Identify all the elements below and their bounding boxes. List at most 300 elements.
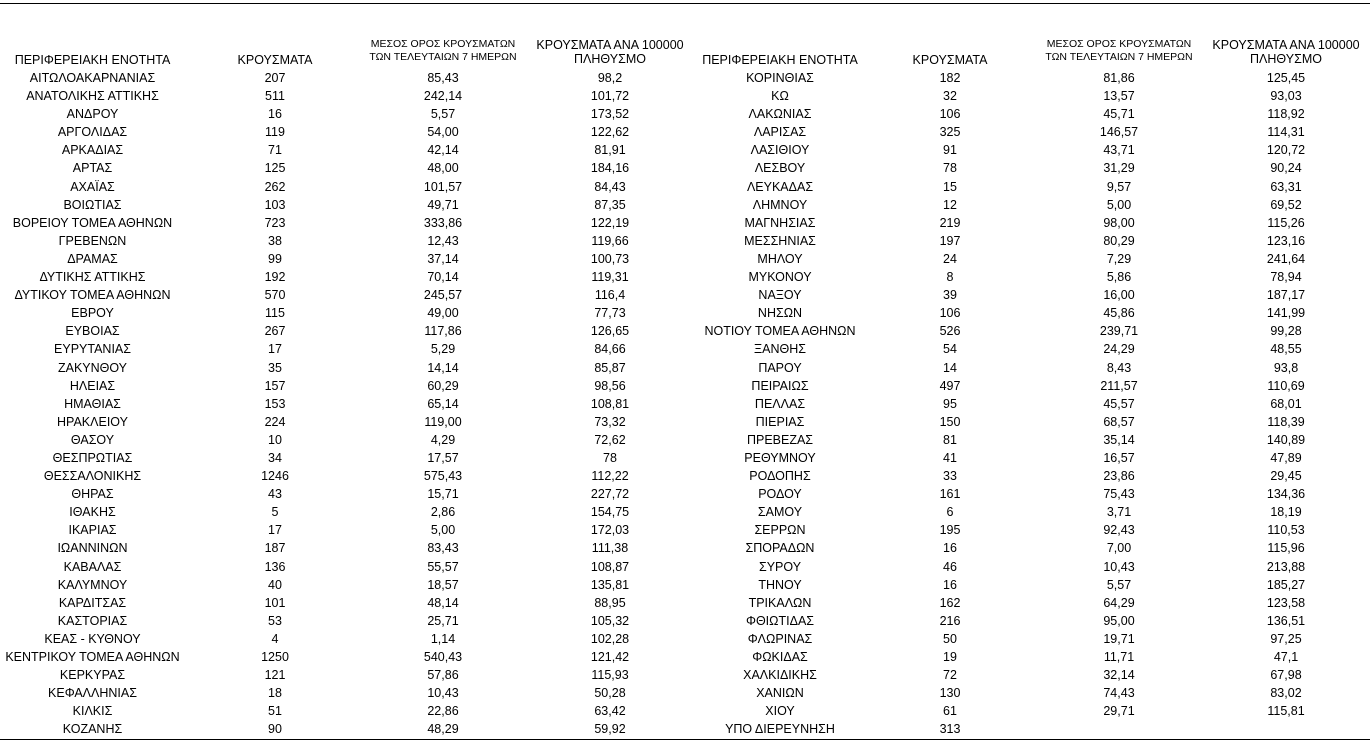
left-region-name: ΚΕΝΤΡΙΚΟΥ ΤΟΜΕΑ ΑΘΗΝΩΝ [5,650,180,664]
right-avg7-value: 3,71 [1106,505,1132,520]
left-per100k-value: 184,16 [590,161,630,176]
right-per100k-value: 115,81 [1267,704,1305,719]
table-row [0,576,1370,594]
right-cases-value: 54 [943,342,957,357]
left-region-name: ΑΝΑΤΟΛΙΚΗΣ ΑΤΤΙΚΗΣ [26,89,159,104]
left-region-name: ΑΧΑΪΑΣ [70,179,115,194]
right-region-name: ΡΟΔΟΠΗΣ [749,469,811,484]
table-row [0,232,1370,250]
table-row [0,521,1370,539]
table-row [0,141,1370,159]
right-cases-value: 106 [939,306,961,321]
right-region-name: ΝΟΤΙΟΥ ΤΟΜΕΑ ΑΘΗΝΩΝ [704,324,856,339]
right-region-name: ΣΥΡΟΥ [758,559,802,574]
table-row [0,123,1370,141]
left-cases-value: 115 [265,306,285,321]
right-cases-value: 24 [943,251,957,266]
left-avg7-value: 5,00 [430,523,456,538]
right-region-name: ΜΥΚΟΝΟΥ [748,270,812,285]
right-region-name: ΠΕΙΡΑΙΩΣ [751,378,809,393]
left-region-name: ΚΕΑΣ - ΚΥΘΝΟΥ [44,631,141,646]
left-avg7-value: 101,57 [423,179,463,194]
right-cases-value: 39 [943,288,957,303]
table-row [0,178,1370,196]
right-region-name: ΠΙΕΡΙΑΣ [755,414,805,429]
right-per100k-value: 29,45 [1270,469,1302,484]
right-cases-value: 33 [943,469,957,484]
left-cases-value: 34 [268,450,282,465]
left-region-name: ΚΑΛΥΜΝΟΥ [57,577,128,592]
right-per100k-value: 123,16 [1266,233,1306,248]
left-cases-value: 35 [268,360,282,375]
right-per100k-value: 118,92 [1267,107,1305,122]
left-avg7-value: 10,43 [427,686,459,701]
left-avg7-value: 2,86 [430,505,456,520]
left-per100k-value: 122,19 [590,215,630,230]
table-row [0,648,1370,666]
right-avg7-value: 239,71 [1099,324,1139,339]
right-avg7-value: 45,86 [1103,306,1135,321]
left-avg7-value: 42,14 [427,143,459,158]
left-region-name: ΚΑΒΑΛΑΣ [63,559,122,574]
left-avg7-value: 85,43 [427,71,459,85]
left-per100k-value: 122,62 [590,125,630,140]
left-region-name: ΑΝΔΡΟΥ [66,107,119,122]
left-per100k-value: 172,03 [590,523,630,538]
right-region-name: ΛΕΥΚΑΔΑΣ [746,179,814,194]
left-per100k-value: 115,93 [591,668,629,683]
right-avg7-value: 146,57 [1099,125,1139,140]
right-avg7-value: 64,29 [1103,595,1135,610]
left-cases-value: 207 [264,71,286,85]
left-cases-value: 53 [268,613,282,628]
right-avg7-value: 23,86 [1103,469,1135,484]
left-cases-value: 4 [271,631,279,646]
left-region-name: ΔΡΑΜΑΣ [67,251,118,266]
left-avg7-value: 65,14 [427,396,459,411]
table-row [0,159,1370,177]
right-region-name: ΦΛΩΡΙΝΑΣ [747,631,813,646]
right-per100k-value: 213,88 [1266,559,1306,574]
right-per100k-value: 47,89 [1270,450,1302,465]
right-cases-value: 161 [939,487,961,502]
right-cases-value: 216 [939,613,961,628]
right-region-name: ΛΑΡΙΣΑΣ [753,125,807,140]
top-border [0,3,1370,4]
right-per100k-value: 110,53 [1267,523,1305,538]
left-per100k-value: 77,73 [594,306,626,321]
right-region-name: ΧΑΝΙΩΝ [756,686,804,701]
left-cases-value: 38 [268,233,282,248]
left-cases-value: 17 [268,342,282,357]
left-region-name: ΚΕΡΚΥΡΑΣ [59,668,126,683]
right-region-name: ΣΑΜΟΥ [757,505,803,520]
left-cases-value: 1250 [261,650,289,664]
left-avg7-value: 48,00 [427,161,459,176]
left-region-name: ΒΟΙΩΤΙΑΣ [63,197,122,212]
right-per100k-value: 115,26 [1267,215,1305,230]
table-row [0,69,1370,87]
right-per100k-value: 68,01 [1270,396,1302,411]
left-per100k-value: 87,35 [594,197,626,212]
left-avg7-value: 25,71 [427,613,459,628]
left-region-name: ΘΕΣΣΑΛΟΝΙΚΗΣ [43,469,142,484]
bottom-border [0,739,1370,740]
right-avg7-value: 19,71 [1103,631,1135,646]
left-per100k-value: 78 [603,450,617,465]
left-cases-value: 121 [264,668,286,683]
right-avg7-value: 9,57 [1106,179,1132,194]
left-cases-value: 10 [268,432,282,447]
left-avg7-value: 49,71 [427,197,459,212]
right-region-name: ΝΑΞΟΥ [758,288,802,303]
table-row [0,630,1370,648]
left-avg7-value: 575,43 [423,469,463,484]
right-cases-value: 91 [943,143,957,158]
table-row [0,485,1370,503]
right-cases-value: 8 [946,270,954,285]
right-cases-value: 72 [943,668,957,683]
right-avg7-value: 16,57 [1103,450,1135,465]
left-avg7-value: 242,14 [423,89,463,104]
table-row [0,250,1370,268]
right-avg7-value: 32,14 [1103,668,1135,683]
table-row [0,87,1370,105]
left-avg7-value: 245,57 [423,288,463,303]
header-per100k-right [1196,38,1370,66]
left-per100k-value: 98,56 [594,378,626,393]
left-region-name: ΘΗΡΑΣ [71,487,114,502]
right-per100k-value: 115,96 [1267,541,1305,556]
right-cases-value: 15 [943,179,957,194]
left-per100k-value: 63,42 [594,704,626,719]
right-per100k-value: 141,99 [1266,306,1306,321]
right-cases-value: 150 [939,414,961,429]
table-row [0,105,1370,123]
left-region-name: ΚΕΦΑΛΛΗΝΙΑΣ [48,686,137,701]
left-per100k-value: 108,87 [590,559,630,574]
right-cases-value: 130 [939,686,961,701]
left-avg7-value: 54,00 [427,125,459,140]
right-avg7-value: 98,00 [1103,215,1135,230]
right-avg7-value: 7,29 [1106,251,1132,266]
right-cases-value: 61 [943,704,957,719]
table-row [0,395,1370,413]
right-per100k-value: 123,58 [1266,595,1306,610]
left-avg7-value: 12,43 [427,233,459,248]
right-region-name: ΜΗΛΟΥ [757,251,803,266]
left-per100k-value: 227,72 [590,487,630,502]
right-per100k-value: 118,39 [1267,414,1305,429]
right-region-name: ΛΗΜΝΟΥ [752,197,808,212]
header-avg7-left-line2: ΤΩΝ ΤΕΛΕΥΤΑΙΩΝ 7 ΗΜΕΡΩΝ [369,51,517,63]
left-region-name: ΗΜΑΘΙΑΣ [64,396,121,411]
left-cases-value: 99 [268,251,282,266]
right-per100k-value: 18,19 [1270,505,1302,520]
left-avg7-value: 70,14 [427,270,459,285]
left-cases-value: 43 [268,487,282,502]
right-region-name: ΠΡΕΒΕΖΑΣ [746,432,814,447]
right-region-name: ΛΑΚΩΝΙΑΣ [748,107,812,122]
left-avg7-value: 119,00 [424,414,462,429]
right-cases-value: 16 [943,577,957,592]
right-per100k-value: 78,94 [1270,270,1302,285]
header-per100k-left [520,38,700,66]
left-avg7-value: 5,57 [430,107,456,122]
left-per100k-value: 135,81 [590,577,630,592]
right-region-name: ΤΗΝΟΥ [758,577,802,592]
left-per100k-value: 116,4 [594,288,626,303]
right-per100k-value: 93,8 [1273,360,1299,375]
header-avg7-right [1024,38,1214,64]
right-cases-value: 182 [939,71,961,85]
right-region-name: ΜΕΣΣΗΝΙΑΣ [744,233,816,248]
right-avg7-value: 10,43 [1103,559,1135,574]
header-avg7-right-line1: ΜΕΣΟΣ ΟΡΟΣ ΚΡΟΥΣΜΑΤΩΝ [1046,38,1192,50]
right-per100k-value: 125,45 [1266,71,1306,85]
header-cases-right: ΚΡΟΥΣΜΑΤΑ [912,53,988,67]
right-avg7-value: 68,57 [1103,414,1135,429]
table-row [0,666,1370,684]
right-avg7-value: 80,29 [1103,233,1135,248]
right-region-name: ΚΩ [771,89,789,104]
left-per100k-value: 98,2 [597,71,623,85]
left-region-name: ΚΟΖΑΝΗΣ [62,722,123,737]
right-avg7-value: 5,86 [1106,270,1132,285]
right-avg7-value: 43,71 [1103,143,1135,158]
left-per100k-value: 100,73 [590,251,630,266]
right-cases-value: 219 [939,215,961,230]
right-avg7-value: 45,71 [1103,107,1135,122]
left-cases-value: 90 [268,722,282,737]
table-row [0,720,1370,738]
left-cases-value: 153 [264,396,286,411]
left-region-name: ΖΑΚΥΝΘΟΥ [57,360,128,375]
header-per100k-right-line2: ΠΛΗΘΥΣΜΟ [1250,52,1322,66]
right-per100k-value [1196,720,1370,738]
right-region-name: ΛΕΣΒΟΥ [754,161,806,176]
left-avg7-value: 22,86 [427,704,459,719]
right-per100k-value: 114,31 [1267,125,1305,140]
right-cases-value: 325 [939,125,961,140]
right-region-name: ΡΟΔΟΥ [758,487,802,502]
right-cases-value: 32 [943,89,957,104]
left-region-name: ΒΟΡΕΙΟΥ ΤΟΜΕΑ ΑΘΗΝΩΝ [12,215,173,230]
right-cases-value: 78 [943,161,957,176]
header-region-right: ΠΕΡΙΦΕΡΕΙΑΚΗ ΕΝΟΤΗΤΑ [702,53,858,67]
left-cases-value: 570 [264,288,286,303]
right-region-name: ΣΕΡΡΩΝ [754,523,806,538]
right-avg7-value: 211,57 [1100,378,1138,393]
right-per100k-value: 187,17 [1266,288,1306,303]
left-avg7-value: 1,14 [430,631,456,646]
right-avg7-value: 31,29 [1103,161,1135,176]
right-region-name: ΥΠΟ ΔΙΕΡΕΥΝΗΣΗ [725,722,835,737]
right-cases-value: 41 [943,450,957,465]
left-region-name: ΑΙΤΩΛΟΑΚΑΡΝΑΝΙΑΣ [29,71,156,85]
left-avg7-value: 4,29 [430,432,456,447]
left-per100k-value: 119,66 [591,233,629,248]
right-per100k-value: 99,28 [1270,324,1302,339]
right-per100k-value: 241,64 [1266,251,1306,266]
table-row [0,340,1370,358]
right-cases-value: 50 [943,631,957,646]
left-per100k-value: 121,42 [590,650,630,664]
right-per100k-value: 110,69 [1267,378,1305,393]
left-per100k-value: 119,31 [591,270,629,285]
right-cases-value: 81 [943,432,957,447]
table-row [0,594,1370,612]
left-per100k-value: 102,28 [590,631,630,646]
right-cases-value: 195 [939,523,961,538]
table-row [0,268,1370,286]
right-per100k-value: 134,36 [1266,487,1306,502]
left-cases-value: 103 [264,197,286,212]
table-row [0,196,1370,214]
left-avg7-value: 55,57 [427,559,459,574]
left-per100k-value: 111,38 [591,541,629,556]
left-region-name: ΓΡΕΒΕΝΩΝ [58,233,127,248]
right-avg7-value: 29,71 [1103,704,1135,719]
right-cases-value: 6 [946,505,954,520]
left-avg7-value: 83,43 [427,541,459,556]
right-region-name: ΝΗΣΩΝ [757,306,803,321]
left-per100k-value: 173,52 [590,107,630,122]
left-per100k-value: 73,32 [594,414,626,429]
right-per100k-value: 83,02 [1270,686,1302,701]
table-row [0,467,1370,485]
left-region-name: ΗΛΕΙΑΣ [69,378,116,393]
right-cases-value: 497 [939,378,961,393]
left-avg7-value: 60,29 [427,378,459,393]
table-row [0,684,1370,702]
table-row [0,449,1370,467]
header-per100k-right-line1: ΚΡΟΥΣΜΑΤΑ ΑΝΑ 100000 [1212,38,1360,52]
left-region-name: ΙΚΑΡΙΑΣ [68,523,117,538]
right-avg7-value: 95,00 [1103,613,1135,628]
header-avg7-right-line2: ΤΩΝ ΤΕΛΕΥΤΑΙΩΝ 7 ΗΜΕΡΩΝ [1045,51,1193,63]
table-row [0,413,1370,431]
left-avg7-value: 57,86 [427,668,459,683]
table-row [0,359,1370,377]
right-per100k-value: 97,25 [1270,631,1302,646]
left-cases-value: 119 [265,125,285,140]
table-row [0,322,1370,340]
right-region-name: ΦΩΚΙΔΑΣ [752,650,808,664]
left-region-name: ΕΥΡΥΤΑΝΙΑΣ [54,342,131,357]
left-region-name: ΗΡΑΚΛΕΙΟΥ [57,414,128,429]
table-row [0,286,1370,304]
left-per100k-value: 84,66 [594,342,626,357]
left-cases-value: 723 [264,215,286,230]
left-region-name: ΘΑΣΟΥ [70,432,115,447]
right-avg7-value: 35,14 [1103,432,1135,447]
left-region-name: ΕΒΡΟΥ [71,306,114,321]
left-region-name: ΙΘΑΚΗΣ [69,505,116,520]
right-avg7-value: 75,43 [1103,487,1135,502]
right-avg7-value [1024,720,1214,738]
left-per100k-value: 105,32 [590,613,630,628]
left-per100k-value: 84,43 [594,179,626,194]
left-avg7-value: 18,57 [427,577,459,592]
right-avg7-value: 81,86 [1103,71,1135,85]
left-cases-value: 1246 [261,469,289,484]
table-row [0,304,1370,322]
left-cases-value: 101 [264,595,286,610]
left-cases-value: 40 [268,577,282,592]
left-cases-value: 17 [268,523,282,538]
left-cases-value: 267 [264,324,286,339]
right-region-name: ΜΑΓΝΗΣΙΑΣ [744,215,816,230]
table-row [0,377,1370,395]
left-cases-value: 51 [268,704,282,719]
right-per100k-value: 93,03 [1270,89,1302,104]
right-region-name: ΠΕΛΛΑΣ [754,396,806,411]
left-per100k-value: 126,65 [590,324,630,339]
right-avg7-value: 5,57 [1106,577,1132,592]
right-avg7-value: 8,43 [1106,360,1132,375]
table-row [0,612,1370,630]
left-region-name: ΑΡΓΟΛΙΔΑΣ [57,125,128,140]
right-avg7-value: 16,00 [1103,288,1135,303]
right-per100k-value: 136,51 [1266,613,1306,628]
header-avg7-left-line1: ΜΕΣΟΣ ΟΡΟΣ ΚΡΟΥΣΜΑΤΩΝ [370,38,516,50]
right-cases-value: 162 [939,595,961,610]
right-per100k-value: 69,52 [1270,197,1302,212]
left-avg7-value: 17,57 [427,450,459,465]
right-per100k-value: 48,55 [1270,342,1302,357]
left-per100k-value: 85,87 [594,360,626,375]
left-avg7-value: 37,14 [427,251,459,266]
left-cases-value: 511 [265,89,285,104]
left-per100k-value: 112,22 [591,469,629,484]
right-region-name: ΚΟΡΙΝΘΙΑΣ [746,71,814,85]
right-avg7-value: 92,43 [1103,523,1135,538]
right-region-name: ΛΑΣΙΘΙΟΥ [750,143,810,158]
left-region-name: ΚΑΣΤΟΡΙΑΣ [57,613,128,628]
left-cases-value: 187 [264,541,286,556]
right-region-name: ΧΙΟΥ [765,704,795,719]
header-region-left: ΠΕΡΙΦΕΡΕΙΑΚΗ ΕΝΟΤΗΤΑ [14,53,171,67]
left-avg7-value: 333,86 [423,215,463,230]
header-per100k-left-line1: ΚΡΟΥΣΜΑΤΑ ΑΝΑ 100000 [536,38,684,52]
left-cases-value: 192 [264,270,286,285]
left-cases-value: 224 [264,414,286,429]
data-table [0,69,1370,738]
right-avg7-value: 74,43 [1103,686,1135,701]
table-row [0,558,1370,576]
left-avg7-value: 14,14 [427,360,459,375]
left-per100k-value: 50,28 [594,686,626,701]
left-avg7-value: 5,29 [430,342,456,357]
left-region-name: ΔΥΤΙΚΗΣ ΑΤΤΙΚΗΣ [39,270,146,285]
left-cases-value: 5 [271,505,279,520]
right-per100k-value: 63,31 [1270,179,1302,194]
right-region-name: ΧΑΛΚΙΔΙΚΗΣ [743,668,817,683]
right-cases-value: 12 [943,197,957,212]
left-cases-value: 125 [264,161,286,176]
right-avg7-value: 45,57 [1103,396,1135,411]
right-cases-value: 313 [939,722,961,737]
left-region-name: ΚΑΡΔΙΤΣΑΣ [58,595,127,610]
right-per100k-value: 67,98 [1270,668,1302,683]
left-per100k-value: 88,95 [594,595,626,610]
left-per100k-value: 72,62 [594,432,626,447]
left-avg7-value: 15,71 [427,487,459,502]
right-region-name: ΣΠΟΡΑΔΩΝ [745,541,815,556]
left-per100k-value: 101,72 [590,89,630,104]
right-avg7-value: 24,29 [1103,342,1135,357]
